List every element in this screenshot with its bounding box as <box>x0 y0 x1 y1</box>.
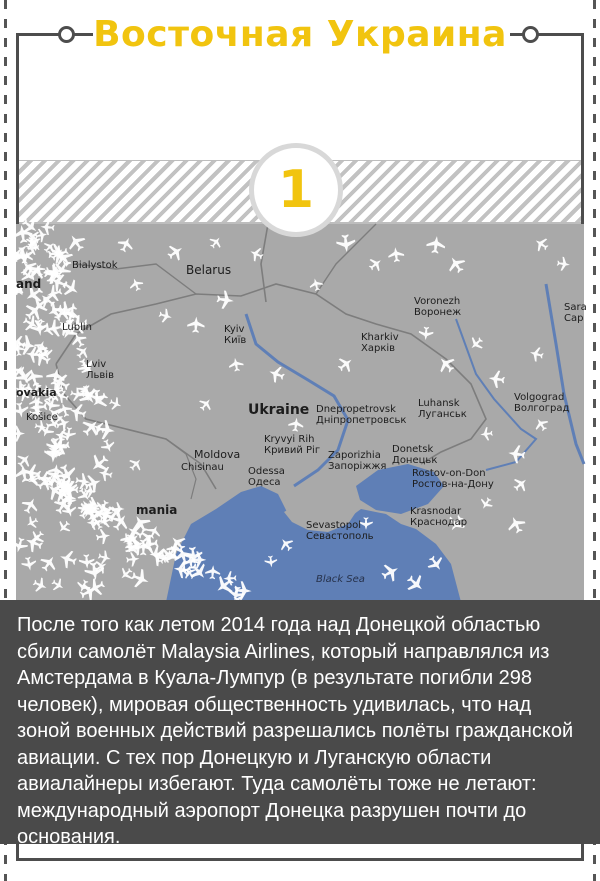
map-label-zaporizhia: Zaporizhia Запоріжжя <box>328 450 387 472</box>
number-badge <box>249 143 343 237</box>
map-label-land: and <box>16 277 42 291</box>
map-label-volgograd: Volgograd Волгоград <box>514 392 570 414</box>
map-label-ukraine: Ukraine <box>248 402 310 418</box>
map-label-moldova: Moldova <box>194 448 241 461</box>
map-label-donetsk: Donetsk Донецьк <box>392 444 438 466</box>
map-label-belarus: Belarus <box>186 263 232 277</box>
page-title: Восточная Украина <box>93 14 507 55</box>
map-label-lublin: Lublin <box>62 322 92 333</box>
map-label-ovakia: ovakia <box>16 386 57 399</box>
map-label-rostov: Rostov-on-Don Ростов-на-Дону <box>412 468 494 490</box>
map-label-dnipro: Dnepropetrovsk Дніпропетровськ <box>316 404 407 426</box>
map-label-kyiv: Kyiv Київ <box>224 324 247 346</box>
caption-text: После того как летом 2014 года над Донецкой областью сбили самолёт Malaysia Airlines, который направлялся из Амстердама в Куала-Лумпур (в результате погибли 298 человек), мировая общественность удивилась, что над зоной военных действий разрешались полёты гражданской авиации. С тех пор Донецкую и Луганскую области авиалайнеры избегают. Туда самолёты тоже не летают: международный аэропорт Донецка разрушен почти до основания. <box>17 614 574 848</box>
map-svg <box>16 224 587 602</box>
map-label-krasnodar: Krasnodar Краснодар <box>410 506 468 528</box>
map-label-bialystok: Bialystok <box>72 260 118 271</box>
map-label-black-sea: Black Sea <box>316 574 365 585</box>
map-label-kosice: Košice <box>26 412 58 423</box>
map-label-luhansk: Luhansk Луганськ <box>418 398 467 420</box>
map-label-voronezh: Voronezh Воронеж <box>414 296 462 318</box>
map-label-lviv: Lviv Львів <box>86 359 114 381</box>
map-label-sevastopol: Sevastopol Севастополь <box>306 520 374 542</box>
flight-map <box>16 224 587 602</box>
map-label-sar: Sara Сар <box>564 302 587 324</box>
map-label-kryvyi: Kryvyi Rih Кривий Ріг <box>264 434 321 456</box>
badge-number: 1 <box>277 160 315 220</box>
map-label-kharkiv: Kharkiv Харків <box>361 332 399 354</box>
map-label-mania: mania <box>136 503 178 517</box>
frame-bottom <box>16 858 584 861</box>
map-label-odessa: Odessa Одеса <box>248 466 285 488</box>
map-label-chisinau: Chisinau <box>181 462 224 473</box>
caption-box <box>0 600 600 848</box>
